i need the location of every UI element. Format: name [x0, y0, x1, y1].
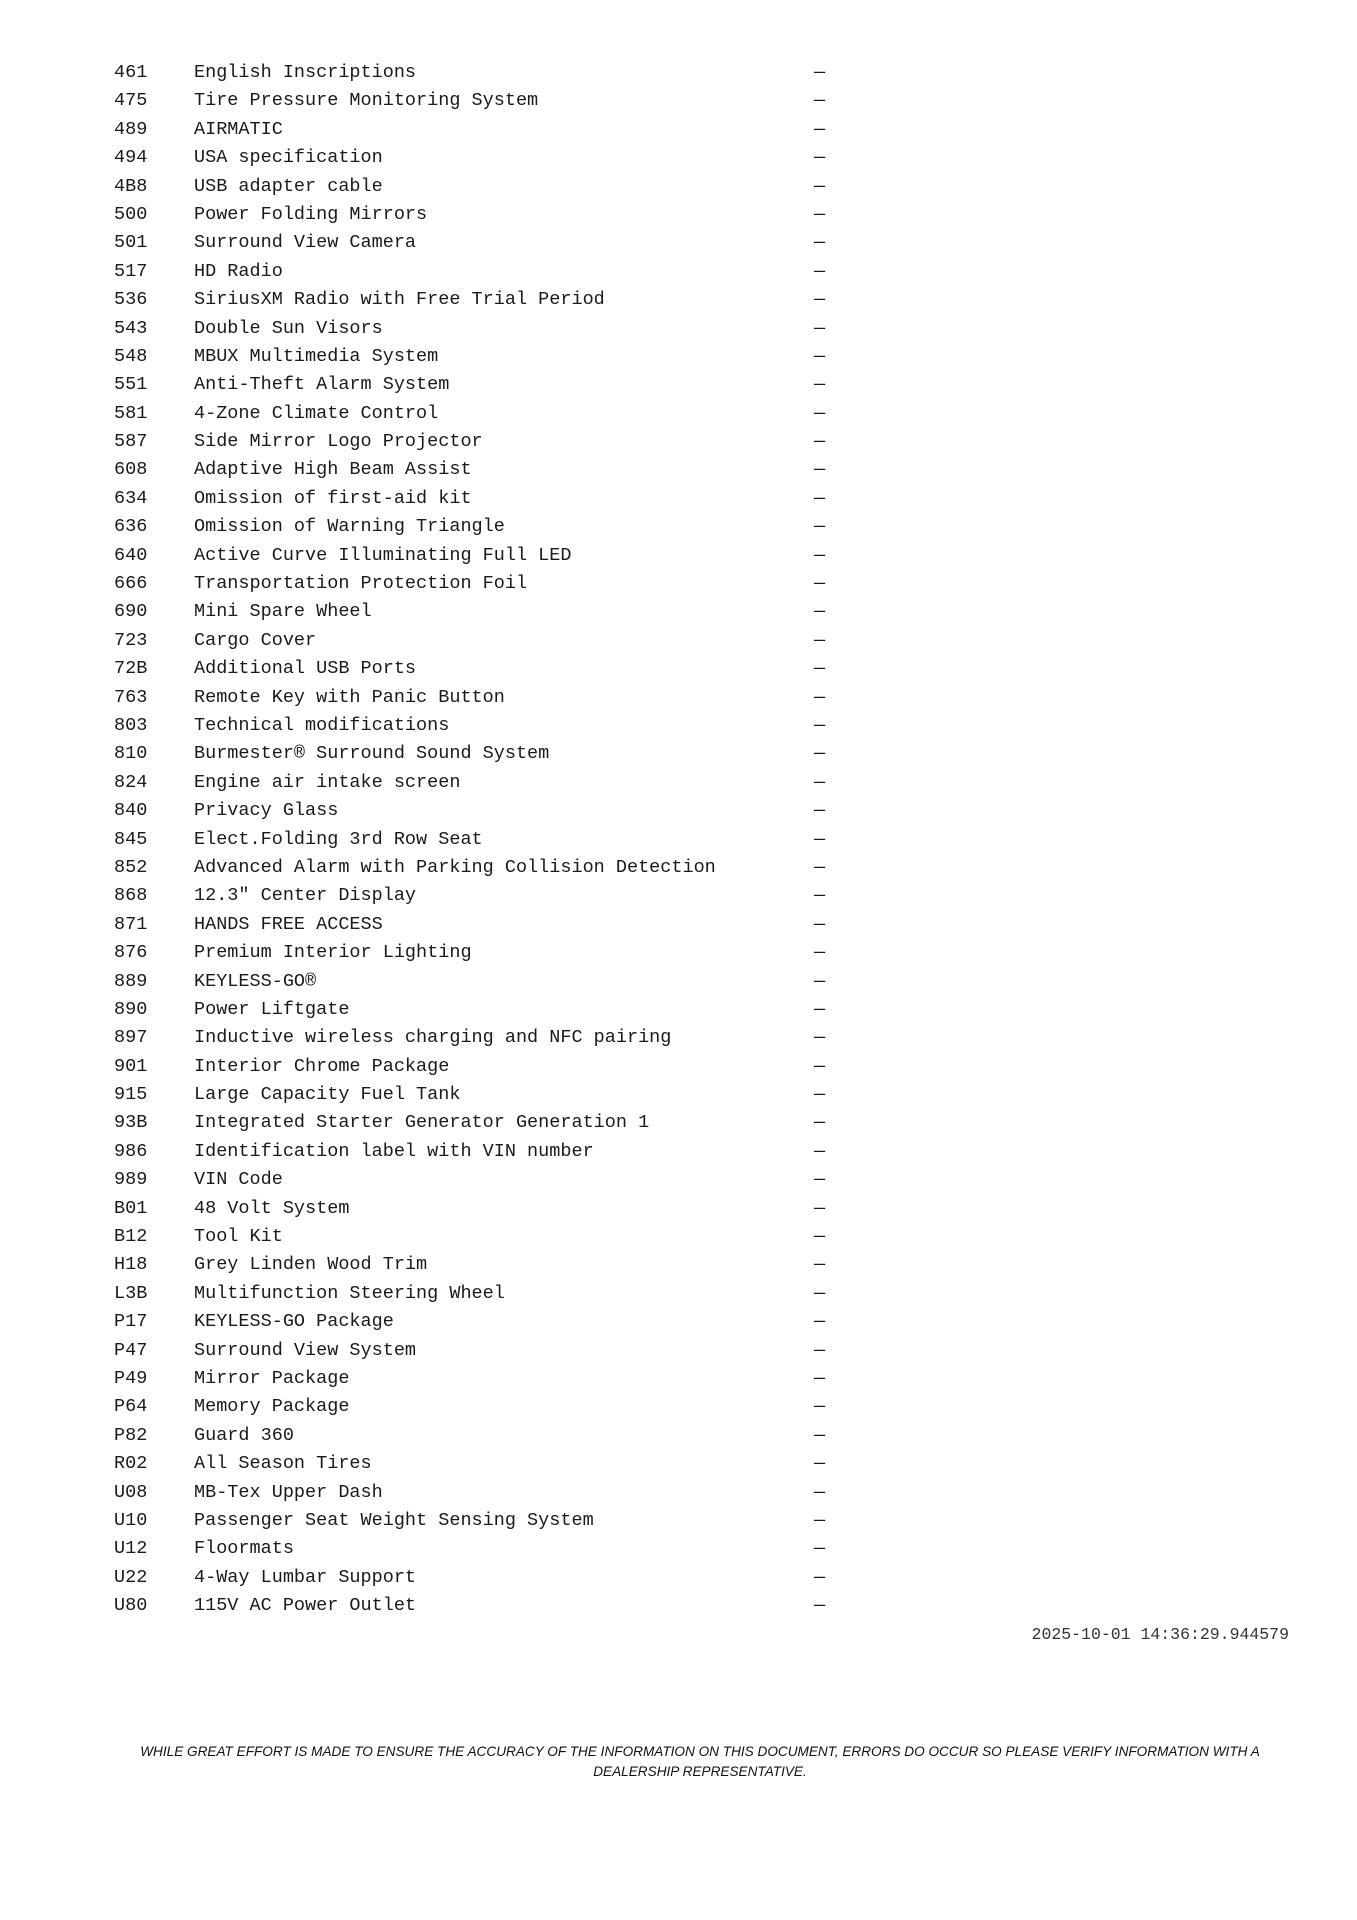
- option-row: [114, 914, 834, 942]
- option-code: 901: [114, 1055, 148, 1077]
- option-description: Mini Spare Wheel: [194, 601, 372, 623]
- option-price: —: [814, 771, 826, 793]
- option-price: —: [814, 658, 826, 680]
- option-code: 989: [114, 1169, 148, 1191]
- option-code: 581: [114, 402, 148, 424]
- option-price: —: [814, 1538, 826, 1560]
- option-code: 543: [114, 317, 148, 339]
- option-description: Active Curve Illuminating Full LED: [194, 544, 572, 566]
- option-code: 636: [114, 516, 148, 538]
- timestamp: 2025-10-01 14:36:29.944579: [1031, 1625, 1289, 1644]
- option-row: [114, 971, 834, 999]
- option-description: Side Mirror Logo Projector: [194, 431, 483, 453]
- option-code: 494: [114, 147, 148, 169]
- option-code: 915: [114, 1084, 148, 1106]
- option-price: —: [814, 1027, 826, 1049]
- option-row: [114, 346, 834, 374]
- option-row: [114, 1538, 834, 1566]
- option-description: MB-Tex Upper Dash: [194, 1481, 383, 1503]
- option-code: R02: [114, 1453, 148, 1475]
- option-description: English Inscriptions: [194, 62, 417, 83]
- option-description: Power Folding Mirrors: [194, 203, 428, 225]
- option-row: [114, 1396, 834, 1424]
- option-code: 690: [114, 601, 148, 623]
- option-row: [114, 1254, 834, 1282]
- option-description: Adaptive High Beam Assist: [194, 459, 472, 481]
- option-price: —: [814, 1282, 826, 1304]
- option-price: —: [814, 431, 826, 453]
- option-description: 4-Way Lumbar Support: [194, 1566, 417, 1588]
- option-row: [114, 1567, 834, 1595]
- option-code: U12: [114, 1538, 148, 1560]
- option-description: Remote Key with Panic Button: [194, 686, 505, 708]
- option-price: —: [814, 147, 826, 169]
- option-code: 587: [114, 431, 148, 453]
- option-price: —: [814, 942, 826, 964]
- option-price: —: [814, 118, 826, 140]
- option-price: —: [814, 1197, 826, 1219]
- option-row: [114, 1084, 834, 1112]
- option-description: USA specification: [194, 147, 383, 169]
- option-description: Surround View Camera: [194, 232, 417, 254]
- option-code: U08: [114, 1481, 148, 1503]
- option-price: —: [814, 1140, 826, 1162]
- option-row: [114, 318, 834, 346]
- option-price: —: [814, 573, 826, 595]
- option-code: 489: [114, 118, 148, 140]
- option-row: [114, 488, 834, 516]
- option-price: —: [814, 714, 826, 736]
- option-row: [114, 658, 834, 686]
- option-description: 12.3" Center Display: [194, 885, 417, 907]
- option-row: [114, 403, 834, 431]
- option-price: —: [814, 459, 826, 481]
- option-code: 608: [114, 459, 148, 481]
- option-code: 763: [114, 686, 148, 708]
- option-description: Privacy Glass: [194, 800, 339, 822]
- option-price: —: [814, 1595, 826, 1617]
- option-description: Integrated Starter Generator Generation 1: [194, 1112, 650, 1134]
- option-code: 475: [114, 90, 148, 112]
- option-code: P82: [114, 1424, 148, 1446]
- option-price: —: [814, 317, 826, 339]
- option-row: [114, 800, 834, 828]
- option-code: 897: [114, 1027, 148, 1049]
- option-description: Additional USB Ports: [194, 658, 417, 680]
- option-price: —: [814, 743, 826, 765]
- option-row: [114, 1510, 834, 1538]
- option-price: —: [814, 828, 826, 850]
- option-price: —: [814, 175, 826, 197]
- option-row: [114, 743, 834, 771]
- option-description: HANDS FREE ACCESS: [194, 913, 383, 935]
- option-row: [114, 1169, 834, 1197]
- option-code: 986: [114, 1140, 148, 1162]
- option-code: B12: [114, 1226, 148, 1248]
- option-price: —: [814, 1396, 826, 1418]
- option-description: AIRMATIC: [194, 118, 283, 140]
- option-row: [114, 147, 834, 175]
- option-description: All Season Tires: [194, 1453, 372, 1475]
- option-code: B01: [114, 1197, 148, 1219]
- option-price: —: [814, 203, 826, 225]
- option-description: MBUX Multimedia System: [194, 345, 439, 367]
- option-description: Identification label with VIN number: [194, 1140, 594, 1162]
- option-row: [114, 545, 834, 573]
- option-code: 72B: [114, 658, 148, 680]
- option-description: Tool Kit: [194, 1226, 283, 1248]
- option-price: —: [814, 516, 826, 538]
- option-code: P49: [114, 1367, 148, 1389]
- option-description: Premium Interior Lighting: [194, 942, 472, 964]
- option-code: U22: [114, 1566, 148, 1588]
- option-code: 890: [114, 998, 148, 1020]
- option-row: [114, 1368, 834, 1396]
- option-price: —: [814, 402, 826, 424]
- option-row: [114, 772, 834, 800]
- option-code: P64: [114, 1396, 148, 1418]
- option-price: —: [814, 1112, 826, 1134]
- option-row: [114, 1112, 834, 1140]
- option-price: —: [814, 1367, 826, 1389]
- option-row: [114, 601, 834, 629]
- option-row: [114, 1141, 834, 1169]
- option-code: 666: [114, 573, 148, 595]
- option-description: Advanced Alarm with Parking Collision Detection: [194, 856, 716, 878]
- option-code: U10: [114, 1509, 148, 1531]
- option-code: 840: [114, 800, 148, 822]
- option-price: —: [814, 856, 826, 878]
- option-row: [114, 687, 834, 715]
- option-description: USB adapter cable: [194, 175, 383, 197]
- option-row: [114, 204, 834, 232]
- option-price: —: [814, 62, 826, 83]
- option-code: 517: [114, 260, 148, 282]
- option-code: 803: [114, 714, 148, 736]
- option-description: Burmester® Surround Sound System: [194, 743, 550, 765]
- disclaimer: [120, 1742, 1280, 1782]
- option-code: 852: [114, 856, 148, 878]
- option-row: [114, 431, 834, 459]
- option-price: —: [814, 970, 826, 992]
- option-code: 461: [114, 62, 148, 83]
- option-price: —: [814, 374, 826, 396]
- option-description: KEYLESS-GO®: [194, 970, 317, 992]
- option-code: 551: [114, 374, 148, 396]
- option-price: —: [814, 800, 826, 822]
- option-price: —: [814, 1453, 826, 1475]
- option-price: —: [814, 289, 826, 311]
- disclaimer-line-1: WHILE GREAT EFFORT IS MADE TO ENSURE THE ACCURACY OF THE INFORMATION ON THIS DOCUMENT, ERRORS DO OCCUR SO PLEASE VERIFY INFORMATION WITH A: [140, 1744, 1260, 1759]
- option-price: —: [814, 1424, 826, 1446]
- option-description: Power Liftgate: [194, 998, 350, 1020]
- option-row: [114, 715, 834, 743]
- option-row: [114, 857, 834, 885]
- option-description: Multifunction Steering Wheel: [194, 1282, 505, 1304]
- option-price: —: [814, 232, 826, 254]
- option-row: [114, 289, 834, 317]
- option-description: Transportation Protection Foil: [194, 573, 528, 595]
- option-description: 48 Volt System: [194, 1197, 350, 1219]
- option-price: —: [814, 1509, 826, 1531]
- option-price: —: [814, 1339, 826, 1361]
- option-description: KEYLESS-GO Package: [194, 1311, 394, 1333]
- option-row: [114, 374, 834, 402]
- option-description: Surround View System: [194, 1339, 417, 1361]
- option-description: 4-Zone Climate Control: [194, 402, 439, 424]
- option-price: —: [814, 1226, 826, 1248]
- option-description: Grey Linden Wood Trim: [194, 1254, 428, 1276]
- option-row: [114, 1340, 834, 1368]
- option-code: P47: [114, 1339, 148, 1361]
- option-description: Engine air intake screen: [194, 771, 461, 793]
- option-code: 536: [114, 289, 148, 311]
- option-row: [114, 261, 834, 289]
- option-description: Double Sun Visors: [194, 317, 383, 339]
- option-code: 548: [114, 345, 148, 367]
- option-price: —: [814, 260, 826, 282]
- option-code: 93B: [114, 1112, 148, 1134]
- option-price: —: [814, 1055, 826, 1077]
- option-code: H18: [114, 1254, 148, 1276]
- option-description: Large Capacity Fuel Tank: [194, 1084, 461, 1106]
- option-description: Omission of Warning Triangle: [194, 516, 505, 538]
- option-price: —: [814, 1169, 826, 1191]
- option-code: 824: [114, 771, 148, 793]
- option-code: 500: [114, 203, 148, 225]
- option-code: 876: [114, 942, 148, 964]
- option-price: —: [814, 1566, 826, 1588]
- option-description: Mirror Package: [194, 1367, 350, 1389]
- option-price: —: [814, 1311, 826, 1333]
- option-row: [114, 176, 834, 204]
- option-description: Inductive wireless charging and NFC pairing: [194, 1027, 672, 1049]
- option-description: Cargo Cover: [194, 629, 317, 651]
- option-row: [114, 1027, 834, 1055]
- option-description: Technical modifications: [194, 714, 450, 736]
- option-list: [114, 62, 834, 1623]
- option-price: —: [814, 1084, 826, 1106]
- option-code: 810: [114, 743, 148, 765]
- option-price: —: [814, 998, 826, 1020]
- option-row: [114, 459, 834, 487]
- option-row: [114, 1056, 834, 1084]
- option-code: 640: [114, 544, 148, 566]
- option-row: [114, 573, 834, 601]
- option-description: HD Radio: [194, 260, 283, 282]
- option-row: [114, 999, 834, 1027]
- option-price: —: [814, 1254, 826, 1276]
- disclaimer-line-2: DEALERSHIP REPRESENTATIVE.: [593, 1764, 807, 1779]
- option-price: —: [814, 345, 826, 367]
- option-price: —: [814, 1481, 826, 1503]
- option-row: [114, 630, 834, 658]
- option-row: [114, 885, 834, 913]
- option-price: —: [814, 601, 826, 623]
- option-price: —: [814, 544, 826, 566]
- option-row: [114, 829, 834, 857]
- option-description: 115V AC Power Outlet: [194, 1595, 417, 1617]
- option-row: [114, 90, 834, 118]
- option-price: —: [814, 629, 826, 651]
- option-price: —: [814, 686, 826, 708]
- option-description: Anti-Theft Alarm System: [194, 374, 450, 396]
- option-description: Guard 360: [194, 1424, 294, 1446]
- option-row: [114, 119, 834, 147]
- option-price: —: [814, 885, 826, 907]
- option-description: Tire Pressure Monitoring System: [194, 90, 539, 112]
- option-price: —: [814, 487, 826, 509]
- option-row: [114, 1283, 834, 1311]
- option-code: L3B: [114, 1282, 148, 1304]
- option-code: 871: [114, 913, 148, 935]
- option-description: Omission of first-aid kit: [194, 487, 472, 509]
- option-code: P17: [114, 1311, 148, 1333]
- option-description: Elect.Folding 3rd Row Seat: [194, 828, 483, 850]
- option-row: [114, 1453, 834, 1481]
- option-price: —: [814, 913, 826, 935]
- option-description: VIN Code: [194, 1169, 283, 1191]
- option-description: Floormats: [194, 1538, 294, 1560]
- option-code: 634: [114, 487, 148, 509]
- option-row: [114, 62, 834, 90]
- option-row: [114, 942, 834, 970]
- option-row: [114, 1425, 834, 1453]
- option-code: U80: [114, 1595, 148, 1617]
- option-code: 4B8: [114, 175, 148, 197]
- option-price: —: [814, 90, 826, 112]
- option-code: 889: [114, 970, 148, 992]
- option-description: Passenger Seat Weight Sensing System: [194, 1509, 594, 1531]
- option-row: [114, 1482, 834, 1510]
- option-row: [114, 1595, 834, 1623]
- option-row: [114, 1311, 834, 1339]
- option-row: [114, 232, 834, 260]
- option-row: [114, 1198, 834, 1226]
- option-description: Memory Package: [194, 1396, 350, 1418]
- option-code: 501: [114, 232, 148, 254]
- option-description: Interior Chrome Package: [194, 1055, 450, 1077]
- option-description: SiriusXM Radio with Free Trial Period: [194, 289, 605, 311]
- option-code: 723: [114, 629, 148, 651]
- option-row: [114, 1226, 834, 1254]
- option-row: [114, 516, 834, 544]
- option-code: 868: [114, 885, 148, 907]
- option-code: 845: [114, 828, 148, 850]
